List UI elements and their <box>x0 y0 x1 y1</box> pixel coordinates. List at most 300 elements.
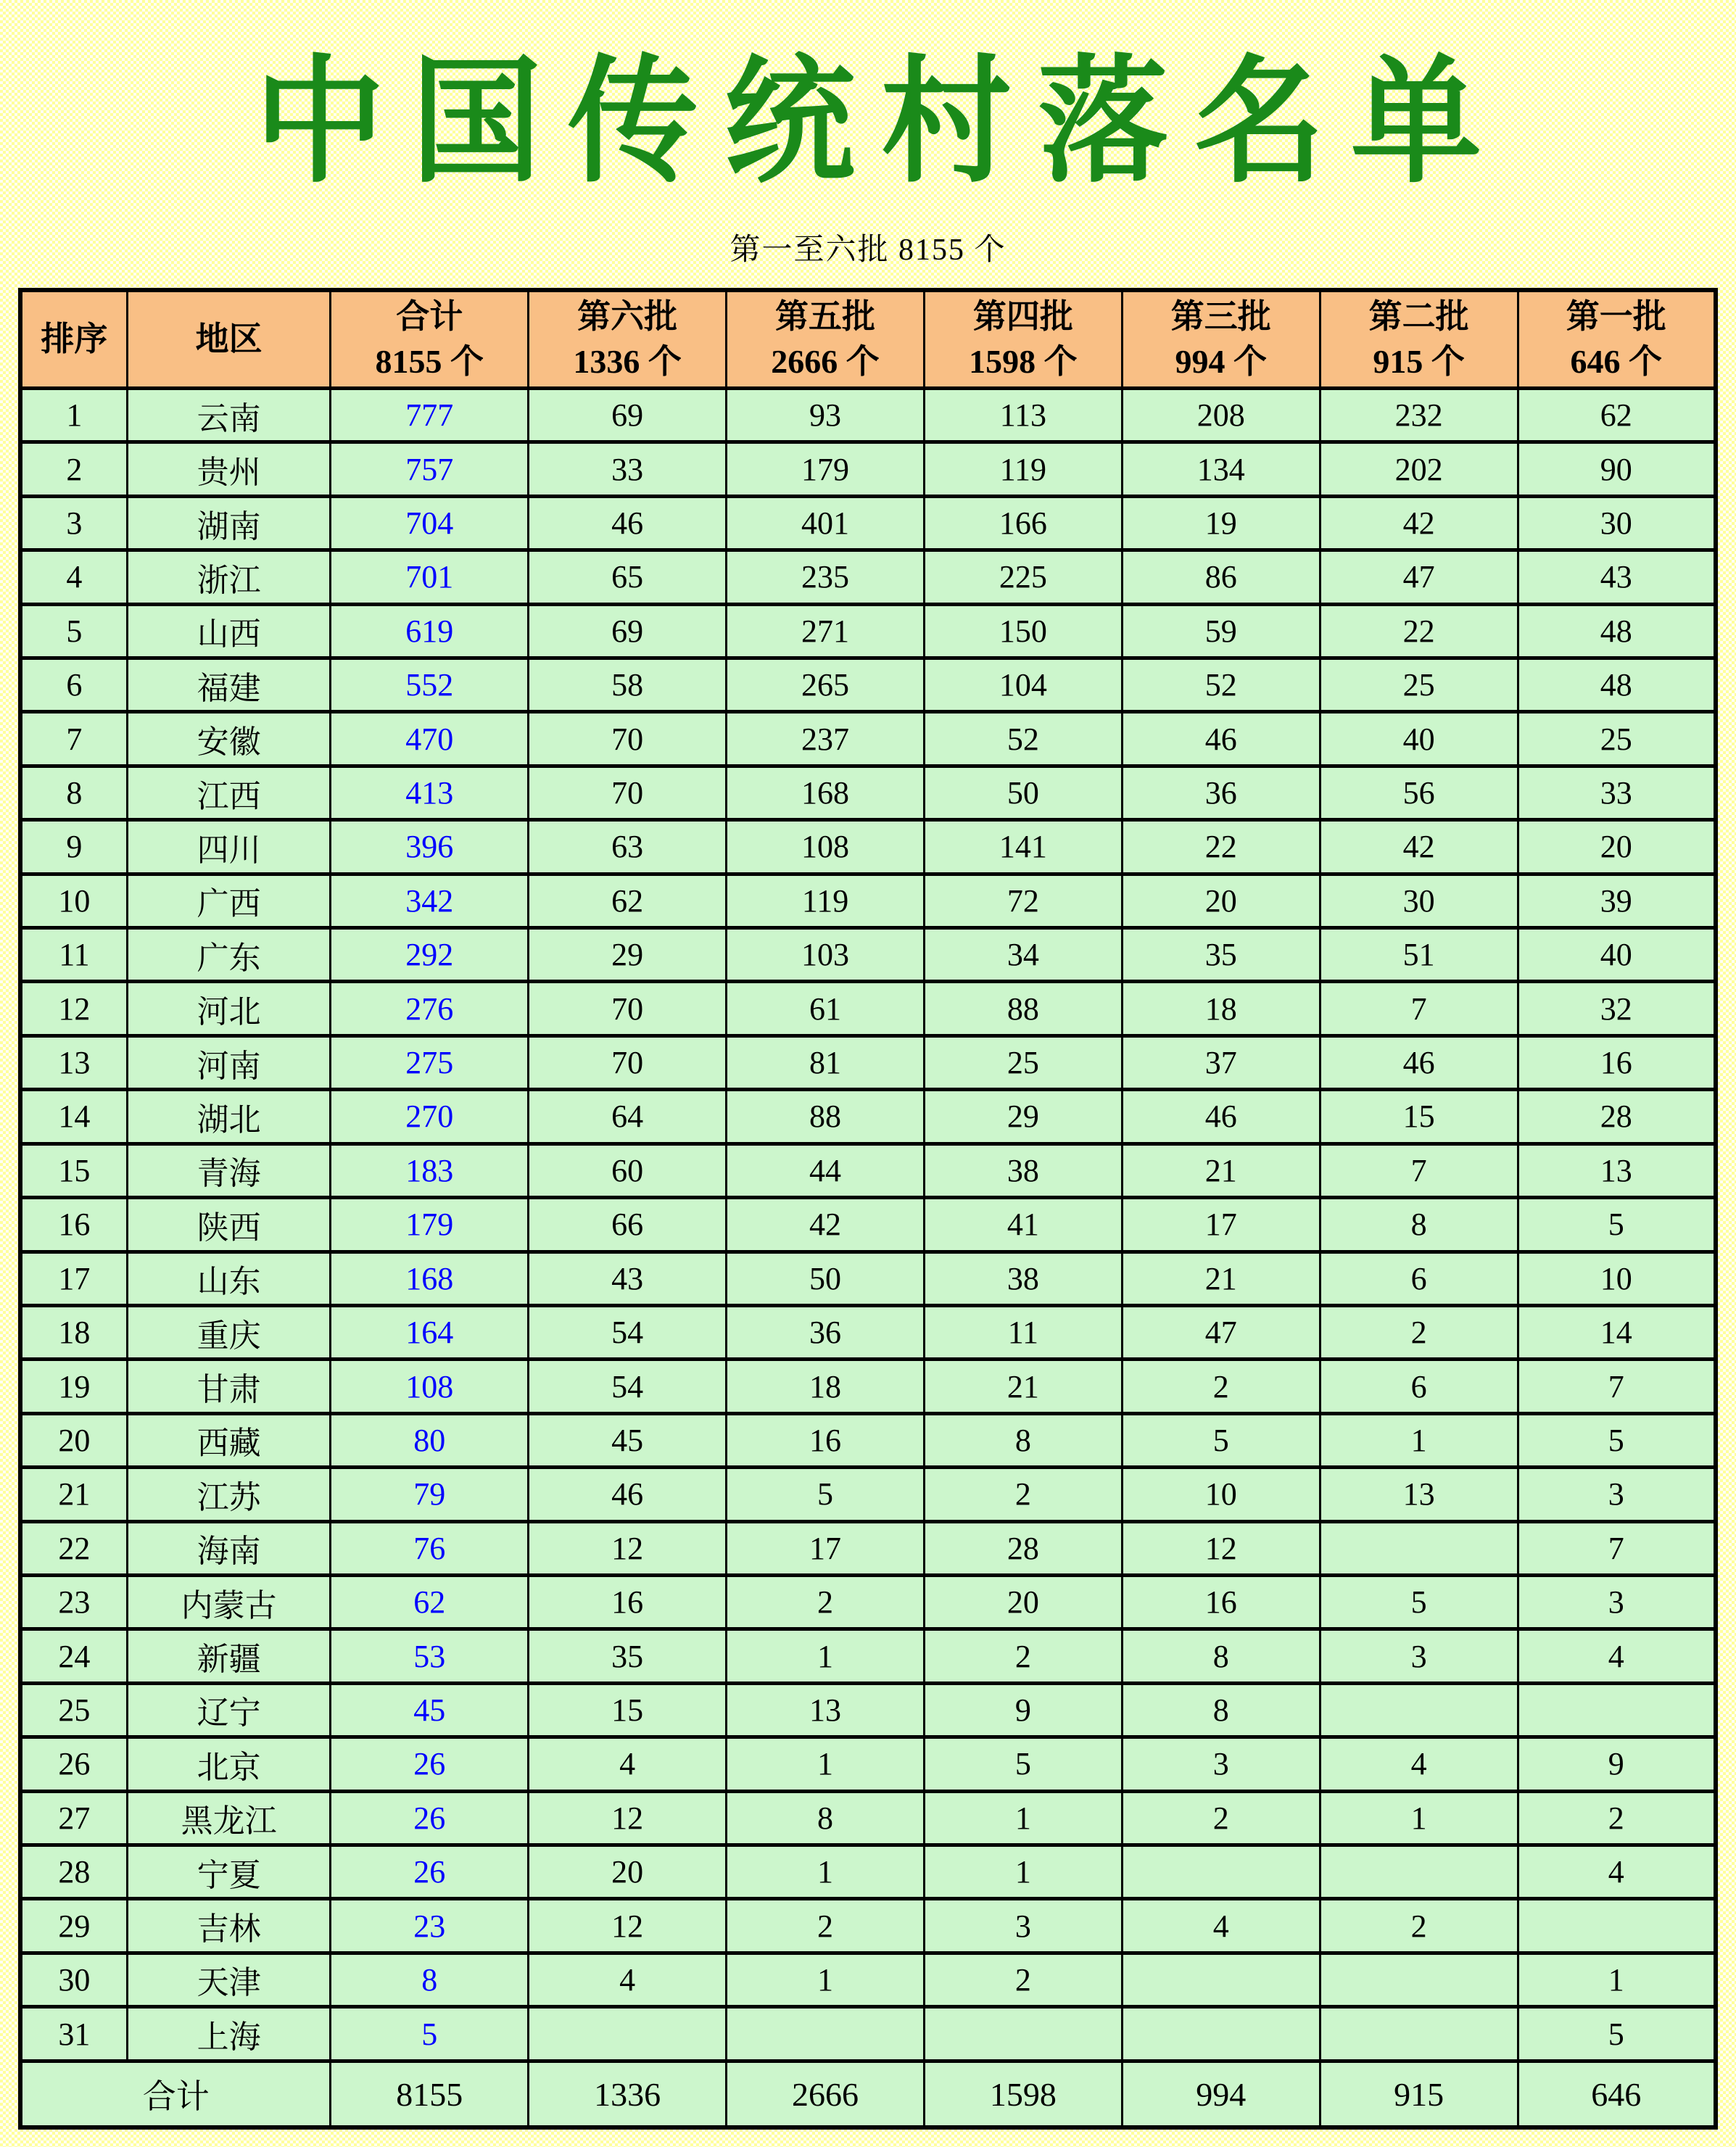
batch-5-cell: 1 <box>727 1629 925 1683</box>
footer-batch-1-total-cell: 646 <box>1518 2061 1716 2128</box>
region-cell: 广东 <box>127 928 331 982</box>
batch-3-cell: 52 <box>1122 658 1320 712</box>
batch-6-cell: 16 <box>529 1575 727 1629</box>
batch-1-cell <box>1518 1899 1716 1953</box>
batch-3-cell: 3 <box>1122 1737 1320 1791</box>
table-row <box>20 874 1716 927</box>
batch-2-cell: 6 <box>1320 1360 1518 1413</box>
header-line1: 地区 <box>195 320 263 357</box>
batch-3-cell: 46 <box>1122 1090 1320 1143</box>
batch-6-cell: 63 <box>529 820 727 874</box>
rank-cell: 29 <box>20 1899 127 1953</box>
batch-1-cell: 62 <box>1518 389 1716 442</box>
batch-6-cell: 62 <box>529 874 727 927</box>
batch-3-cell: 35 <box>1122 928 1320 982</box>
header-line1: 第三批 <box>1170 297 1271 335</box>
total-cell: 270 <box>331 1090 529 1143</box>
batch-4-cell: 88 <box>924 982 1122 1035</box>
table-row <box>20 820 1716 874</box>
header-line2: 8155 个 <box>375 343 484 380</box>
batch-4-cell: 225 <box>924 550 1122 604</box>
region-cell: 河南 <box>127 1035 331 1089</box>
batch-2-cell: 30 <box>1320 874 1518 927</box>
batch-4-cell: 8 <box>924 1413 1122 1467</box>
batch-6-cell: 4 <box>529 1953 727 2006</box>
batch-3-cell: 20 <box>1122 874 1320 927</box>
rank-cell: 3 <box>20 496 127 550</box>
header-line2: 915 个 <box>1373 343 1465 380</box>
batch-6-cell: 43 <box>529 1252 727 1305</box>
region-cell: 浙江 <box>127 550 331 604</box>
table-row <box>20 982 1716 1035</box>
total-cell: 701 <box>331 550 529 604</box>
rank-cell: 31 <box>20 2007 127 2061</box>
batch-1-cell: 7 <box>1518 1360 1716 1413</box>
batch-2-cell: 25 <box>1320 658 1518 712</box>
batch-3-cell: 37 <box>1122 1035 1320 1089</box>
header-line1: 第二批 <box>1368 297 1469 335</box>
batch-1-cell: 7 <box>1518 1521 1716 1575</box>
batch-5-cell: 401 <box>727 496 925 550</box>
table-row <box>20 766 1716 819</box>
batch-3-cell: 86 <box>1122 550 1320 604</box>
batch-1-cell: 13 <box>1518 1143 1716 1197</box>
footer-batch-3-total-cell: 994 <box>1122 2061 1320 2128</box>
col-header-batch-5 <box>727 290 925 389</box>
batch-2-cell: 15 <box>1320 1090 1518 1143</box>
batch-4-cell: 9 <box>924 1683 1122 1737</box>
batch-3-cell: 47 <box>1122 1305 1320 1359</box>
rank-cell: 9 <box>20 820 127 874</box>
batch-2-cell: 13 <box>1320 1468 1518 1521</box>
batch-2-cell: 2 <box>1320 1305 1518 1359</box>
total-cell: 168 <box>331 1252 529 1305</box>
batch-1-cell: 20 <box>1518 820 1716 874</box>
batch-1-cell: 32 <box>1518 982 1716 1035</box>
col-header-batch-1 <box>1518 290 1716 389</box>
batch-1-cell: 10 <box>1518 1252 1716 1305</box>
batch-3-cell <box>1122 1845 1320 1898</box>
region-cell: 江西 <box>127 766 331 819</box>
batch-2-cell: 22 <box>1320 604 1518 658</box>
region-cell: 陕西 <box>127 1198 331 1252</box>
batch-6-cell: 12 <box>529 1521 727 1575</box>
header-line1: 第五批 <box>775 297 876 335</box>
region-cell: 云南 <box>127 389 331 442</box>
table-row <box>20 1413 1716 1467</box>
footer-batch-6-total-cell: 1336 <box>529 2061 727 2128</box>
table-row <box>20 1683 1716 1737</box>
table-row <box>20 1953 1716 2006</box>
header-row <box>20 290 1716 389</box>
batch-1-cell: 48 <box>1518 604 1716 658</box>
col-header-batch-6 <box>529 290 727 389</box>
batch-3-cell: 5 <box>1122 1413 1320 1467</box>
batch-5-cell: 13 <box>727 1683 925 1737</box>
batch-2-cell: 6 <box>1320 1252 1518 1305</box>
batch-1-cell: 43 <box>1518 550 1716 604</box>
batch-2-cell: 7 <box>1320 982 1518 1035</box>
batch-2-cell: 51 <box>1320 928 1518 982</box>
footer-grand-total-cell: 8155 <box>331 2061 529 2128</box>
col-header-batch-3 <box>1122 290 1320 389</box>
table-row <box>20 1305 1716 1359</box>
table-row <box>20 550 1716 604</box>
footer-total-label: 合计 <box>20 2061 331 2128</box>
batch-2-cell: 202 <box>1320 442 1518 496</box>
batch-3-cell: 8 <box>1122 1683 1320 1737</box>
batch-6-cell: 12 <box>529 1791 727 1845</box>
table-row <box>20 1252 1716 1305</box>
batch-4-cell: 72 <box>924 874 1122 927</box>
region-cell: 福建 <box>127 658 331 712</box>
total-cell: 23 <box>331 1899 529 1953</box>
region-cell: 安徽 <box>127 712 331 766</box>
rank-cell: 2 <box>20 442 127 496</box>
batch-4-cell: 5 <box>924 1737 1122 1791</box>
region-cell: 湖南 <box>127 496 331 550</box>
batch-6-cell: 20 <box>529 1845 727 1898</box>
region-cell: 重庆 <box>127 1305 331 1359</box>
batch-6-cell: 46 <box>529 1468 727 1521</box>
footer-batch-5-total-cell: 2666 <box>727 2061 925 2128</box>
table-row <box>20 1899 1716 1953</box>
batch-5-cell: 5 <box>727 1468 925 1521</box>
total-cell: 26 <box>331 1845 529 1898</box>
batch-4-cell: 113 <box>924 389 1122 442</box>
batch-4-cell: 20 <box>924 1575 1122 1629</box>
col-header-batch-4 <box>924 290 1122 389</box>
batch-2-cell: 47 <box>1320 550 1518 604</box>
batch-3-cell: 19 <box>1122 496 1320 550</box>
region-cell: 海南 <box>127 1521 331 1575</box>
footer-row <box>20 2061 1716 2128</box>
batch-6-cell: 54 <box>529 1360 727 1413</box>
batch-6-cell: 46 <box>529 496 727 550</box>
batch-2-cell: 1 <box>1320 1413 1518 1467</box>
rank-cell: 24 <box>20 1629 127 1683</box>
batch-3-cell: 8 <box>1122 1629 1320 1683</box>
rank-cell: 5 <box>20 604 127 658</box>
total-cell: 470 <box>331 712 529 766</box>
batch-3-cell: 18 <box>1122 982 1320 1035</box>
batch-6-cell: 70 <box>529 766 727 819</box>
batch-3-cell: 16 <box>1122 1575 1320 1629</box>
rank-cell: 27 <box>20 1791 127 1845</box>
table-row <box>20 1360 1716 1413</box>
page-title: 中国传统村落名单 <box>254 47 1508 199</box>
batch-4-cell: 38 <box>924 1252 1122 1305</box>
table-row <box>20 604 1716 658</box>
rank-cell: 14 <box>20 1090 127 1143</box>
batch-2-cell: 46 <box>1320 1035 1518 1089</box>
header-line2: 1598 个 <box>969 343 1078 380</box>
batch-5-cell: 2 <box>727 1899 925 1953</box>
batch-1-cell <box>1518 1683 1716 1737</box>
batch-3-cell: 46 <box>1122 712 1320 766</box>
table-row <box>20 1521 1716 1575</box>
batch-4-cell: 2 <box>924 1953 1122 2006</box>
rank-cell: 17 <box>20 1252 127 1305</box>
table-footer <box>20 2061 1716 2128</box>
total-cell: 396 <box>331 820 529 874</box>
rank-cell: 19 <box>20 1360 127 1413</box>
batch-1-cell: 5 <box>1518 2007 1716 2061</box>
rank-cell: 23 <box>20 1575 127 1629</box>
batch-2-cell: 42 <box>1320 820 1518 874</box>
table-row <box>20 1629 1716 1683</box>
total-cell: 704 <box>331 496 529 550</box>
rank-cell: 30 <box>20 1953 127 2006</box>
batch-2-cell <box>1320 1845 1518 1898</box>
rank-cell: 16 <box>20 1198 127 1252</box>
rank-cell: 7 <box>20 712 127 766</box>
total-cell: 292 <box>331 928 529 982</box>
rank-cell: 12 <box>20 982 127 1035</box>
table-row <box>20 1035 1716 1089</box>
batch-6-cell: 12 <box>529 1899 727 1953</box>
batch-4-cell: 25 <box>924 1035 1122 1089</box>
batch-4-cell: 104 <box>924 658 1122 712</box>
batch-3-cell: 12 <box>1122 1521 1320 1575</box>
table-row <box>20 389 1716 442</box>
batch-6-cell: 45 <box>529 1413 727 1467</box>
region-cell: 广西 <box>127 874 331 927</box>
table-row <box>20 1090 1716 1143</box>
batch-2-cell: 8 <box>1320 1198 1518 1252</box>
batch-5-cell: 235 <box>727 550 925 604</box>
total-cell: 619 <box>331 604 529 658</box>
table-row <box>20 1737 1716 1791</box>
total-cell: 80 <box>331 1413 529 1467</box>
total-cell: 26 <box>331 1791 529 1845</box>
batch-4-cell: 28 <box>924 1521 1122 1575</box>
batch-1-cell: 48 <box>1518 658 1716 712</box>
footer-batch-2-total-cell: 915 <box>1320 2061 1518 2128</box>
batch-4-cell: 1 <box>924 1845 1122 1898</box>
batch-3-cell: 17 <box>1122 1198 1320 1252</box>
col-header-total <box>331 290 529 389</box>
batch-5-cell: 1 <box>727 1845 925 1898</box>
batch-4-cell: 3 <box>924 1899 1122 1953</box>
table-row <box>20 658 1716 712</box>
batch-4-cell: 2 <box>924 1468 1122 1521</box>
region-cell: 江苏 <box>127 1468 331 1521</box>
batch-1-cell: 33 <box>1518 766 1716 819</box>
region-cell: 吉林 <box>127 1899 331 1953</box>
region-cell: 北京 <box>127 1737 331 1791</box>
batch-4-cell: 11 <box>924 1305 1122 1359</box>
batch-5-cell: 18 <box>727 1360 925 1413</box>
header-line2: 646 个 <box>1570 343 1663 380</box>
table-row <box>20 1468 1716 1521</box>
footer-batch-4-total-cell: 1598 <box>924 2061 1122 2128</box>
batch-1-cell: 25 <box>1518 712 1716 766</box>
batch-6-cell: 70 <box>529 982 727 1035</box>
batch-6-cell: 4 <box>529 1737 727 1791</box>
batch-2-cell: 5 <box>1320 1575 1518 1629</box>
batch-5-cell: 271 <box>727 604 925 658</box>
total-cell: 62 <box>331 1575 529 1629</box>
total-cell: 276 <box>331 982 529 1035</box>
header-line1: 第一批 <box>1566 297 1666 335</box>
header-line1: 合计 <box>396 297 463 335</box>
batch-1-cell: 5 <box>1518 1413 1716 1467</box>
header-line1: 排序 <box>41 320 108 357</box>
rank-cell: 20 <box>20 1413 127 1467</box>
region-cell: 青海 <box>127 1143 331 1197</box>
rank-cell: 8 <box>20 766 127 819</box>
batch-2-cell: 3 <box>1320 1629 1518 1683</box>
batch-4-cell: 50 <box>924 766 1122 819</box>
batch-2-cell <box>1320 2007 1518 2061</box>
batch-4-cell: 52 <box>924 712 1122 766</box>
batch-2-cell: 7 <box>1320 1143 1518 1197</box>
region-cell: 湖北 <box>127 1090 331 1143</box>
total-cell: 45 <box>331 1683 529 1737</box>
batch-1-cell: 1 <box>1518 1953 1716 2006</box>
total-cell: 179 <box>331 1198 529 1252</box>
batch-2-cell: 1 <box>1320 1791 1518 1845</box>
batch-5-cell: 237 <box>727 712 925 766</box>
batch-2-cell: 56 <box>1320 766 1518 819</box>
batch-6-cell: 60 <box>529 1143 727 1197</box>
batch-6-cell: 54 <box>529 1305 727 1359</box>
region-cell: 内蒙古 <box>127 1575 331 1629</box>
region-cell: 山东 <box>127 1252 331 1305</box>
batch-5-cell: 42 <box>727 1198 925 1252</box>
table-row <box>20 496 1716 550</box>
batch-5-cell: 108 <box>727 820 925 874</box>
rank-cell: 10 <box>20 874 127 927</box>
batch-5-cell: 103 <box>727 928 925 982</box>
table-row <box>20 1845 1716 1898</box>
region-cell: 新疆 <box>127 1629 331 1683</box>
rank-cell: 28 <box>20 1845 127 1898</box>
batch-1-cell: 4 <box>1518 1845 1716 1898</box>
batch-5-cell <box>727 2007 925 2061</box>
batch-6-cell: 58 <box>529 658 727 712</box>
batch-5-cell: 16 <box>727 1413 925 1467</box>
batch-4-cell: 29 <box>924 1090 1122 1143</box>
batch-4-cell: 34 <box>924 928 1122 982</box>
col-header-rank <box>20 290 127 389</box>
batch-6-cell: 70 <box>529 1035 727 1089</box>
rank-cell: 22 <box>20 1521 127 1575</box>
total-cell: 8 <box>331 1953 529 2006</box>
batch-6-cell: 65 <box>529 550 727 604</box>
page-subtitle: 第一至六批 8155 个 <box>729 233 1007 267</box>
batch-6-cell: 33 <box>529 442 727 496</box>
batch-3-cell: 2 <box>1122 1791 1320 1845</box>
traditional-villages-table <box>18 288 1718 2130</box>
table-row <box>20 1575 1716 1629</box>
region-cell: 黑龙江 <box>127 1791 331 1845</box>
batch-6-cell: 15 <box>529 1683 727 1737</box>
batch-3-cell <box>1122 2007 1320 2061</box>
total-cell: 183 <box>331 1143 529 1197</box>
region-cell: 天津 <box>127 1953 331 2006</box>
region-cell: 甘肃 <box>127 1360 331 1413</box>
batch-6-cell: 35 <box>529 1629 727 1683</box>
region-cell: 上海 <box>127 2007 331 2061</box>
rank-cell: 21 <box>20 1468 127 1521</box>
batch-5-cell: 119 <box>727 874 925 927</box>
region-cell: 山西 <box>127 604 331 658</box>
rank-cell: 1 <box>20 389 127 442</box>
header-line2: 2666 个 <box>771 343 880 380</box>
region-cell: 西藏 <box>127 1413 331 1467</box>
col-header-batch-2 <box>1320 290 1518 389</box>
header-line2: 1336 个 <box>573 343 682 380</box>
batch-1-cell: 2 <box>1518 1791 1716 1845</box>
batch-4-cell: 2 <box>924 1629 1122 1683</box>
batch-5-cell: 36 <box>727 1305 925 1359</box>
total-cell: 757 <box>331 442 529 496</box>
batch-1-cell: 90 <box>1518 442 1716 496</box>
batch-5-cell: 8 <box>727 1791 925 1845</box>
table-row <box>20 1791 1716 1845</box>
total-cell: 76 <box>331 1521 529 1575</box>
batch-3-cell: 22 <box>1122 820 1320 874</box>
batch-1-cell: 5 <box>1518 1198 1716 1252</box>
batch-4-cell: 1 <box>924 1791 1122 1845</box>
table-row <box>20 1198 1716 1252</box>
total-cell: 53 <box>331 1629 529 1683</box>
batch-3-cell: 36 <box>1122 766 1320 819</box>
batch-2-cell <box>1320 1683 1518 1737</box>
batch-2-cell: 232 <box>1320 389 1518 442</box>
table-row <box>20 928 1716 982</box>
batch-1-cell: 39 <box>1518 874 1716 927</box>
batch-3-cell: 21 <box>1122 1252 1320 1305</box>
rank-cell: 26 <box>20 1737 127 1791</box>
batch-5-cell: 2 <box>727 1575 925 1629</box>
batch-3-cell: 10 <box>1122 1468 1320 1521</box>
batch-4-cell <box>924 2007 1122 2061</box>
region-cell: 河北 <box>127 982 331 1035</box>
batch-2-cell: 4 <box>1320 1737 1518 1791</box>
total-cell: 5 <box>331 2007 529 2061</box>
total-cell: 108 <box>331 1360 529 1413</box>
batch-1-cell: 3 <box>1518 1575 1716 1629</box>
batch-5-cell: 179 <box>727 442 925 496</box>
batch-3-cell: 2 <box>1122 1360 1320 1413</box>
batch-2-cell <box>1320 1521 1518 1575</box>
batch-4-cell: 150 <box>924 604 1122 658</box>
batch-5-cell: 44 <box>727 1143 925 1197</box>
table-header <box>20 290 1716 389</box>
total-cell: 275 <box>331 1035 529 1089</box>
header-line2: 994 个 <box>1175 343 1267 380</box>
batch-6-cell <box>529 2007 727 2061</box>
batch-1-cell: 9 <box>1518 1737 1716 1791</box>
table-body <box>20 389 1716 2061</box>
rank-cell: 4 <box>20 550 127 604</box>
batch-4-cell: 41 <box>924 1198 1122 1252</box>
batch-1-cell: 16 <box>1518 1035 1716 1089</box>
total-cell: 342 <box>331 874 529 927</box>
batch-5-cell: 17 <box>727 1521 925 1575</box>
batch-5-cell: 168 <box>727 766 925 819</box>
batch-5-cell: 50 <box>727 1252 925 1305</box>
batch-6-cell: 29 <box>529 928 727 982</box>
header-line1: 第六批 <box>577 297 678 335</box>
col-header-region <box>127 290 331 389</box>
batch-4-cell: 166 <box>924 496 1122 550</box>
table-row <box>20 712 1716 766</box>
batch-3-cell: 208 <box>1122 389 1320 442</box>
